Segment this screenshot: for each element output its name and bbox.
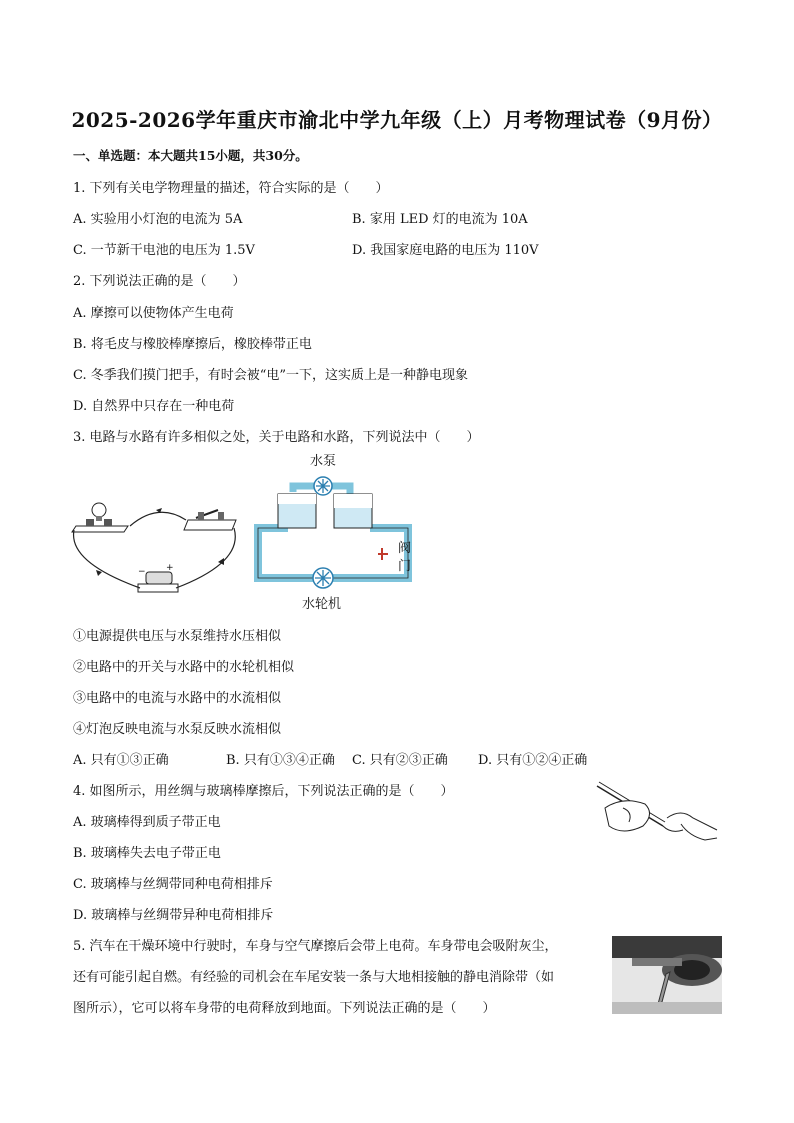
- q3-statement-1: ①电源提供电压与水泵维持水压相似: [73, 629, 282, 644]
- rubbing-glass-rod-figure: [593, 778, 721, 858]
- q4-stem: 4. 如图所示，用丝绸与玻璃棒摩擦后，下列说法正确的是（ ）: [73, 784, 454, 799]
- q3-stem: 3. 电路与水路有许多相似之处，关于电路和水路，下列说法中（ ）: [73, 430, 480, 445]
- q3-option-d: D. 只有①②④正确: [478, 753, 588, 768]
- q1-option-d: D. 我国家庭电路的电压为 110V: [352, 243, 539, 258]
- valve-label-1: 阀: [398, 541, 412, 556]
- q4-option-b: B. 玻璃棒失去电子带正电: [73, 846, 221, 861]
- static-strap-photo: [612, 936, 722, 1014]
- q5-line-1: 5. 汽车在干燥环境中行驶时，车身与空气摩擦后会带上电荷。车身带电会吸附灰尘，: [73, 939, 558, 954]
- valve-label-2: 门: [398, 559, 412, 574]
- q3-option-c: C. 只有②③正确: [352, 753, 448, 768]
- q1-option-b: B. 家用 LED 灯的电流为 10A: [352, 212, 528, 227]
- water-circuit-figure: [248, 450, 420, 615]
- svg-text:+: +: [166, 563, 174, 573]
- q3-statement-3: ③电路中的电流与水路中的水流相似: [73, 691, 282, 706]
- q1-option-a: A. 实验用小灯泡的电流为 5A: [73, 212, 243, 227]
- q2-option-b: B. 将毛皮与橡胶棒摩擦后，橡胶棒带正电: [73, 337, 312, 352]
- svg-text:−: −: [138, 567, 146, 577]
- q1-stem: 1. 下列有关电学物理量的描述，符合实际的是（ ）: [73, 181, 389, 196]
- turbine-label: 水轮机: [302, 597, 342, 612]
- q2-option-d: D. 自然界中只存在一种电荷: [73, 399, 235, 414]
- q5-line-3: 图所示），它可以将车身带的电荷释放到地面。下列说法正确的是（ ）: [73, 1001, 496, 1016]
- section-heading: 一、单选题：本大题共15小题，共30分。: [73, 148, 308, 163]
- pump-label: 水泵: [310, 454, 337, 469]
- q1-option-c: C. 一节新干电池的电压为 1.5V: [73, 243, 255, 258]
- q3-option-a: A. 只有①③正确: [73, 753, 169, 768]
- q2-option-c: C. 冬季我们摸门把手，有时会被“电”一下，这实质上是一种静电现象: [73, 368, 469, 383]
- q4-option-d: D. 玻璃棒与丝绸带异种电荷相排斥: [73, 908, 274, 923]
- q2-option-a: A. 摩擦可以使物体产生电荷: [73, 306, 234, 321]
- q3-option-b: B. 只有①③④正确: [226, 753, 335, 768]
- circuit-figure: [68, 492, 243, 602]
- q4-option-c: C. 玻璃棒与丝绸带同种电荷相排斥: [73, 877, 273, 892]
- q2-stem: 2. 下列说法正确的是（ ）: [73, 274, 246, 289]
- q3-statement-4: ④灯泡反映电流与水泵反映水流相似: [73, 722, 282, 737]
- q5-line-2: 还有可能引起自燃。有经验的司机会在车尾安装一条与大地相接触的静电消除带（如: [73, 970, 555, 985]
- page-title: 2025-2026学年重庆市渝北中学九年级（上）月考物理试卷（9月份）: [71, 108, 723, 132]
- q3-statement-2: ②电路中的开关与水路中的水轮机相似: [73, 660, 295, 675]
- q4-option-a: A. 玻璃棒得到质子带正电: [73, 815, 221, 830]
